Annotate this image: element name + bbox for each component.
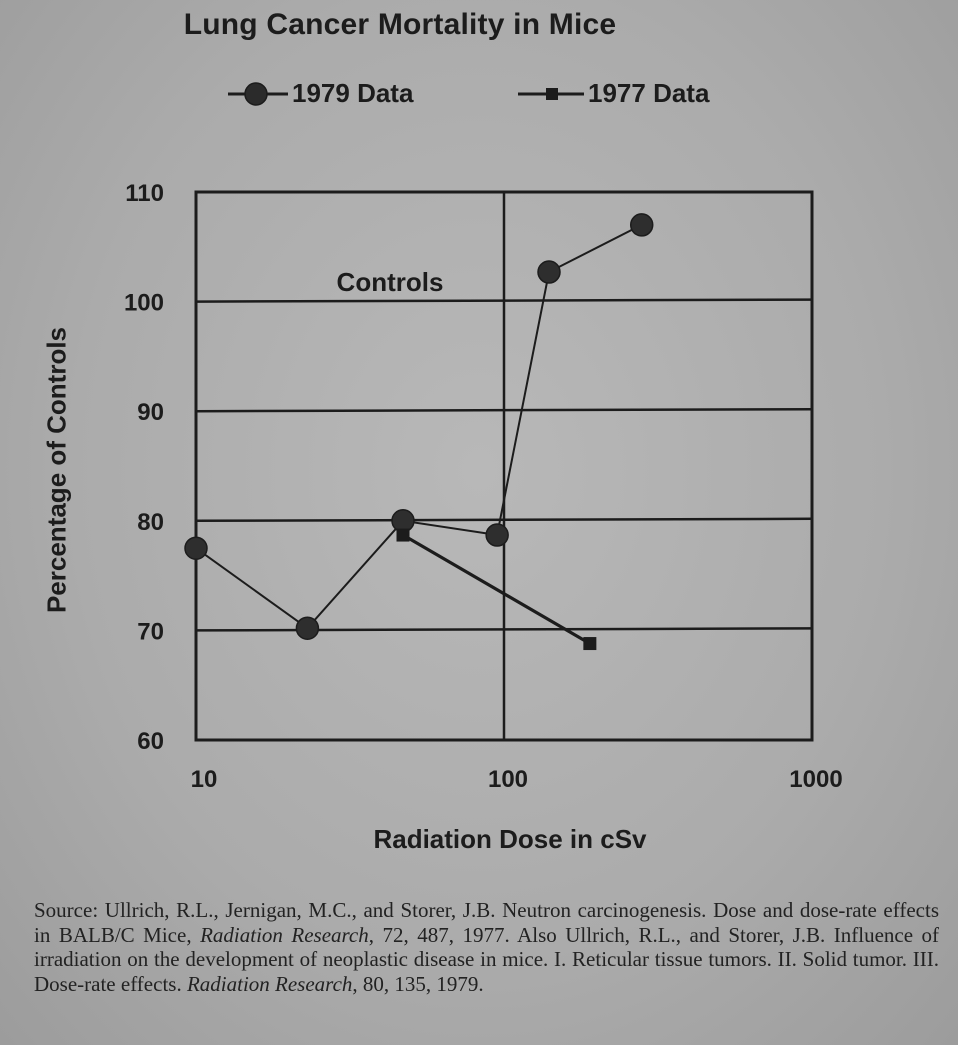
data-point-0-2 [392, 510, 414, 532]
x-tick-label-100: 100 [487, 766, 529, 793]
grid-lines [196, 192, 812, 740]
x-tick-label-10: 10 [190, 766, 218, 793]
source-text-3: , 80, 135, 1979. [352, 971, 484, 996]
data-point-0-5 [631, 214, 653, 236]
data-point-0-3 [486, 524, 508, 546]
source-journal-2: Radiation Research [186, 971, 353, 996]
tick-labels [124, 180, 843, 793]
source-journal-1: Radiation Research [200, 922, 369, 947]
controls-annotation: Controls [336, 267, 444, 297]
data-point-0-0 [185, 537, 207, 559]
data-point-0-4 [538, 261, 560, 283]
data-point-0-1 [296, 617, 318, 639]
series-line-1 [403, 535, 590, 644]
data-point-1-0 [397, 529, 410, 542]
chart-title: Lung Cancer Mortality in Mice [183, 8, 617, 41]
y-tick-label-100: 100 [123, 289, 164, 317]
y-tick-label-110: 110 [125, 180, 164, 207]
y-tick-label-60: 60 [137, 728, 164, 755]
source-citation [34, 898, 939, 996]
x-axis-label: Radiation Dose in cSv [373, 824, 647, 854]
legend-label-1977: 1977 Data [588, 78, 710, 108]
y-axis-label: Percentage of Controls [41, 326, 72, 614]
source-text-1: Ullrich, R.L., Jernigan, M.C., and Storer, J.B. Neutron carcinogenesis. Dose and dose-rate effects in BALB/C Mice, [34, 898, 939, 947]
source-text-2: , 72, 487, 1977. Also Ullrich, R.L., and Storer, J.B. Influence of irradiation on the development of neoplastic disease in mice. I. Reticular tissue tumors. II. Solid tumor. III. Dose-rate effects. [34, 922, 940, 996]
y-tick-label-80: 80 [137, 508, 164, 536]
data-point-1-1 [583, 637, 596, 650]
source-label: Source: [34, 898, 99, 922]
y-tick-label-90: 90 [137, 399, 164, 427]
y-tick-label-70: 70 [137, 618, 164, 646]
x-tick-label-1000: 1000 [789, 766, 843, 793]
legend-label-1979: 1979 Data [292, 78, 414, 108]
